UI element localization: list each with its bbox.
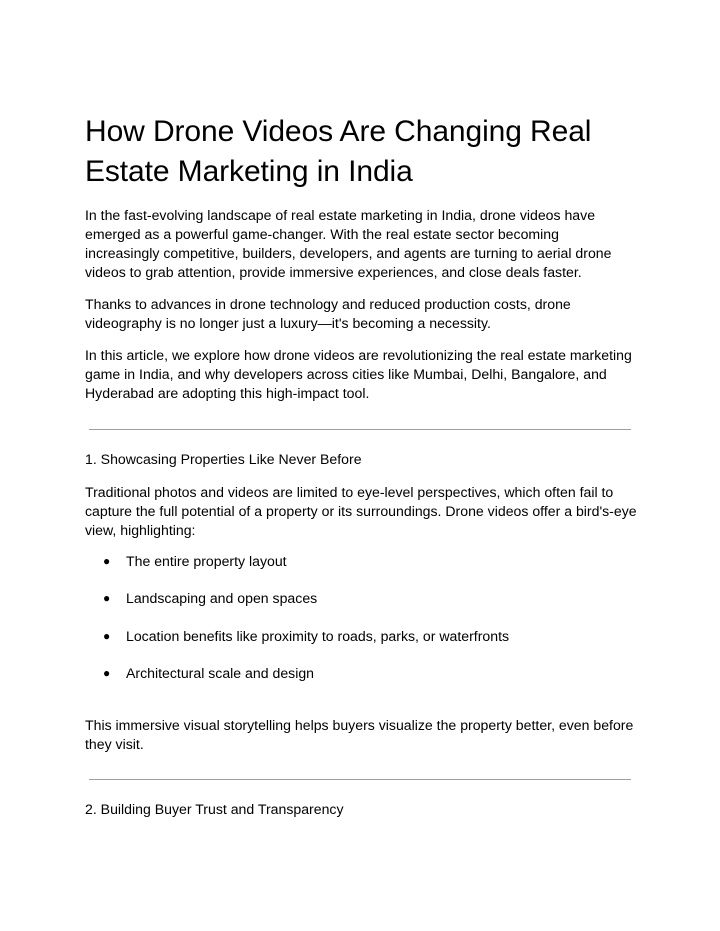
section-1-closing-paragraph: This immersive visual storytelling helps buyers visualize the property better, even before they visit. [85,717,634,752]
article-title: How Drone Videos Are Changing Real Estate Marketing in India [85,115,592,188]
list-item-text: Architectural scale and design [126,664,315,681]
intro-paragraph-2: Thanks to advances in drone technology and reduced production costs, drone videography is no longer just a luxury—it's becoming a necessity. [85,296,571,331]
list-item [85,664,635,701]
feature-list [85,552,635,701]
list-item [85,627,635,664]
bullet-icon: ● [103,665,111,680]
horizontal-divider [89,429,631,430]
horizontal-divider [89,779,631,780]
list-item-text: The entire property layout [126,553,287,569]
intro-paragraph-1: In the fast-evolving landscape of real estate marketing in India, drone videos have emerged as a powerful game-changer. With the real estate sector becoming increasingly competitive, builders, developers, and agents are turning to aerial drone videos to grab attention, provide immersive experiences, and close deals faster. [85,207,612,280]
bullet-icon: ● [103,628,111,643]
list-item-text: Landscaping and open spaces [126,590,318,607]
list-item-text: Location benefits like proximity to roads, parks, or waterfronts [126,627,510,644]
bullet-icon: ● [103,591,111,606]
bullet-icon: ● [103,554,111,568]
section-1-paragraph: Traditional photos and videos are limited to eye-level perspectives, which often fail to capture the full potential of a property or its surroundings. Drone videos offer a bird's-eye view, highlighting: [85,484,637,538]
list-item [85,552,635,589]
intro-paragraph-3: In this article, we explore how drone videos are revolutionizing the real estate marketing game in India, and why developers across cities like Mumbai, Delhi, Bangalore, and Hyderabad are adopting this high-impact tool. [85,347,632,401]
section-heading-2: 2. Building Buyer Trust and Transparency [85,801,344,817]
list-item [85,589,635,626]
section-heading-1: 1. Showcasing Properties Like Never Before [85,451,362,467]
